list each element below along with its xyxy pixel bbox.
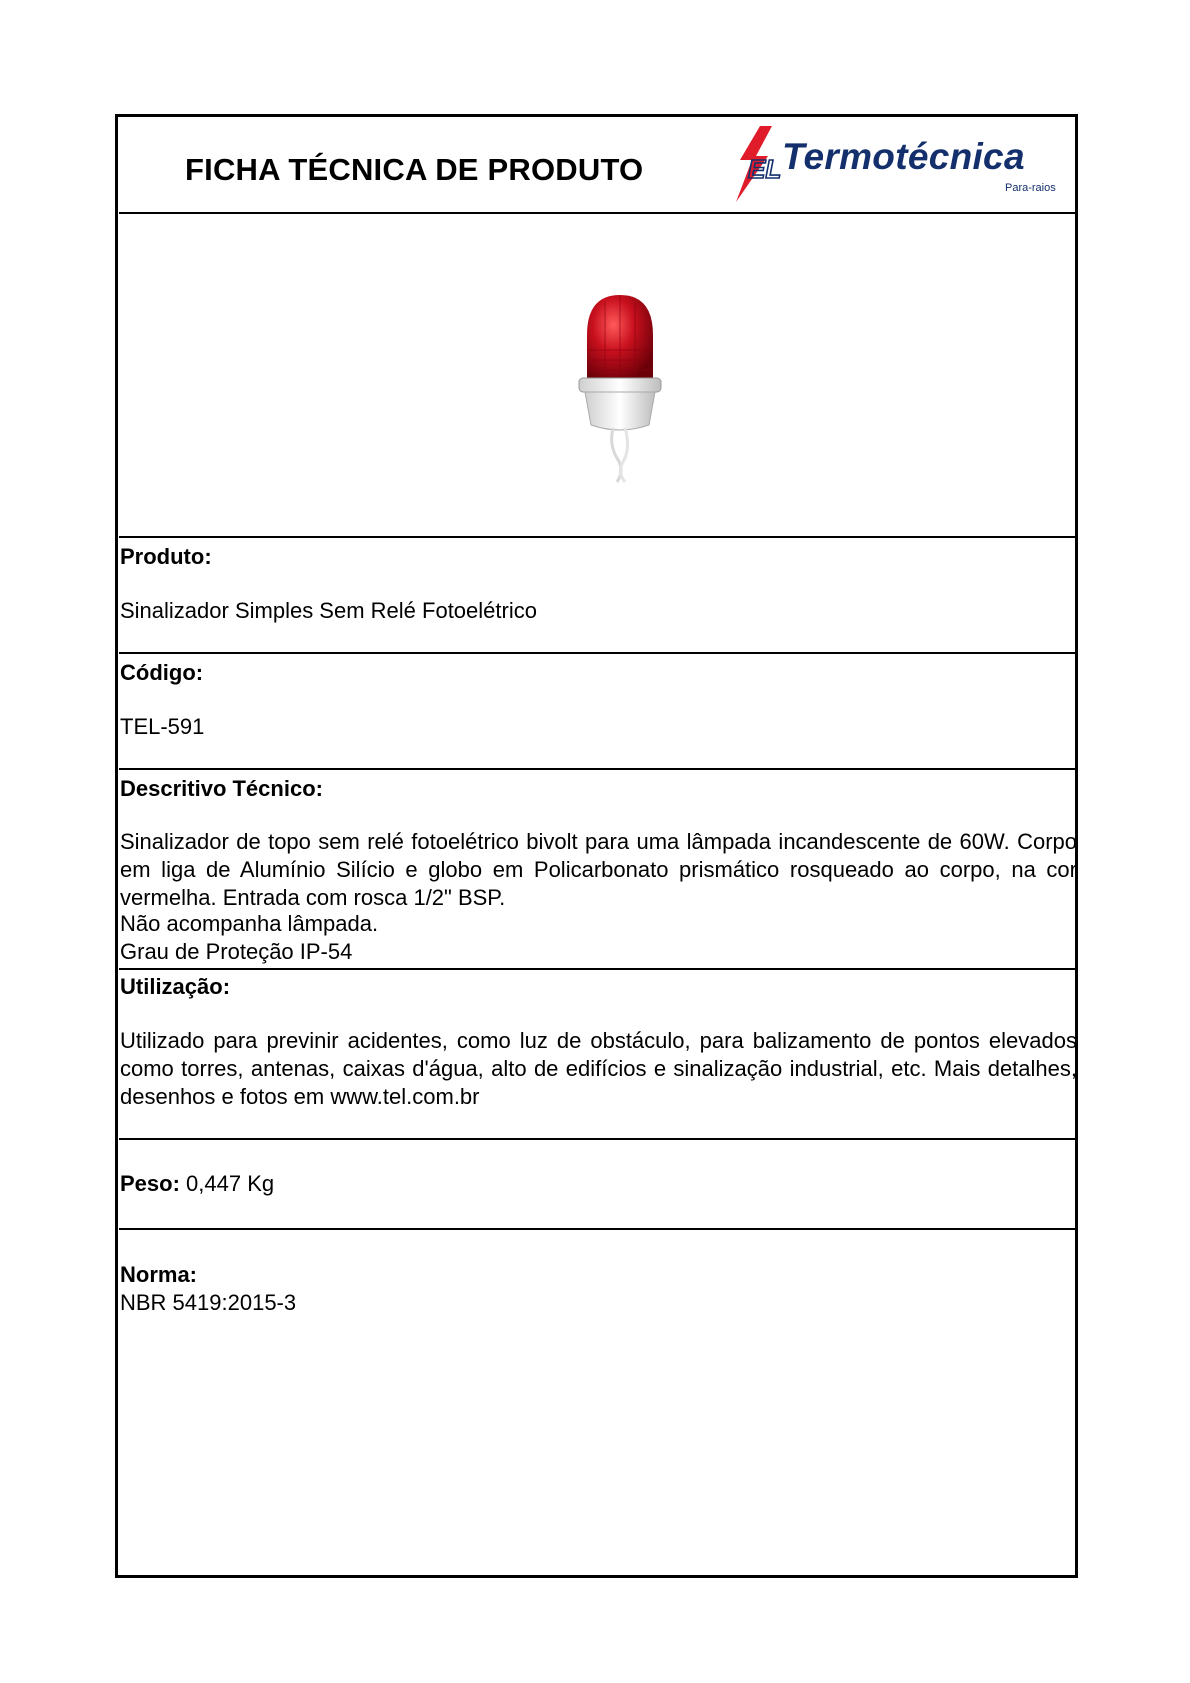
tel-lightning-logo-icon [730,126,786,202]
descritivo-line: Grau de Proteção IP-54 [120,939,353,964]
utilizacao-label: Utilização: [120,974,231,999]
company-logo [730,124,1070,202]
divider [119,768,1075,770]
utilizacao-paragraph: Utilizado para previnir acidentes, como luz de obstáculo, para balizamento de pontos elevados como torres, antenas, caixas d'água, alto de edifícios e sinalização industrial, etc. Mais detalhes, desenhos e fotos em www.tel.com.br [120,1028,1077,1109]
divider [119,1228,1075,1230]
logo-tagline: Para-raios [1005,182,1056,194]
codigo-value: TEL-591 [120,714,205,739]
descritivo-label: Descritivo Técnico: [120,776,323,801]
svg-text:EL: EL [748,154,782,184]
norma-label: Norma: [120,1262,198,1287]
divider [119,652,1075,654]
norma-value: NBR 5419:2015-3 [120,1290,297,1315]
divider [119,968,1075,970]
peso-label: Peso: [120,1171,180,1196]
produto-value: Sinalizador Simples Sem Relé Fotoelétrico [120,598,537,623]
produto-label: Produto: [120,544,212,569]
divider [119,212,1075,214]
divider [119,1138,1075,1140]
peso-value: 0,447 Kg [179,1171,275,1196]
logo-wordmark: Termotécnica [782,136,1025,177]
descritivo-line: Não acompanha lâmpada. [120,911,379,936]
red-beacon-lamp-icon [565,290,675,485]
descritivo-paragraph: Sinalizador de topo sem relé fotoelétrico bivolt para uma lâmpada incandescente de 60W. Corpo em liga de Alumínio Silício e globo em Policarbonato prismático rosqueado ao corpo, na cor vermelha. Entrada com rosca 1/2" BSP. [120,829,1077,910]
peso-row [120,1171,274,1197]
divider [119,536,1075,538]
codigo-label: Código: [120,660,204,685]
page-title: FICHA TÉCNICA DE PRODUTO [185,152,644,187]
